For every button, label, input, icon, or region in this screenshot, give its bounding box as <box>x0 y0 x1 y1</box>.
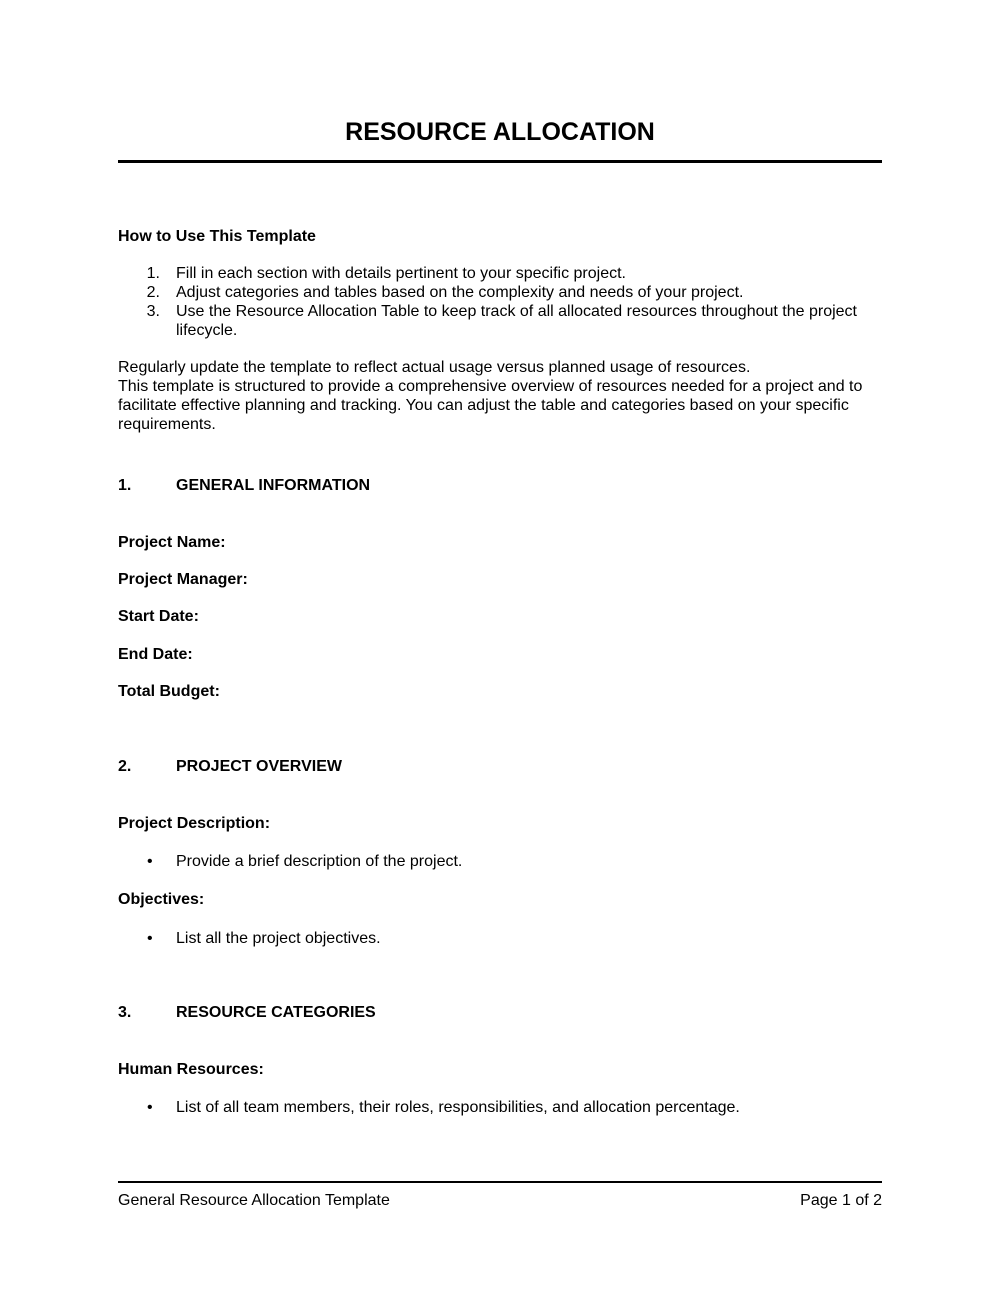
section-heading-general-information <box>0 476 1000 495</box>
start-date-label: Start Date: <box>118 608 199 625</box>
section-heading-project-overview <box>0 757 1000 776</box>
step-number: 3. <box>146 303 160 320</box>
bullet-text: List all the project objectives. <box>176 930 381 947</box>
intro-paragraph: This template is structured to provide a comprehensive overview of resources needed for a project and to facilitate effective planning and tracking. You can adjust the table and categories based on your specific requirements. <box>118 378 863 433</box>
section-title: PROJECT OVERVIEW <box>176 758 342 775</box>
list-item <box>0 1098 1000 1117</box>
step-number: 2. <box>146 284 160 301</box>
project-name-label: Project Name: <box>118 534 226 551</box>
list-item <box>0 852 1000 871</box>
list-item <box>0 264 1000 283</box>
step-text: Use the Resource Allocation Table to keep track of all allocated resources throughout the project lifecycle. <box>176 303 857 339</box>
project-description-label: Project Description: <box>118 815 271 832</box>
step-text: Fill in each section with details pertinent to your specific project. <box>176 265 626 282</box>
footer-document-name: General Resource Allocation Template <box>118 1192 390 1209</box>
section-number: 2. <box>118 758 132 775</box>
bullet-text: Provide a brief description of the project. <box>176 853 463 870</box>
step-text: Adjust categories and tables based on the complexity and needs of your project. <box>176 284 744 301</box>
section-title: RESOURCE CATEGORIES <box>176 1004 376 1021</box>
step-number: 1. <box>146 265 160 282</box>
footer-divider <box>118 1181 882 1183</box>
note-paragraph: Regularly update the template to reflect actual usage versus planned usage of resources. <box>118 359 751 376</box>
end-date-label: End Date: <box>118 646 193 663</box>
page-number: Page 1 of 2 <box>800 1192 882 1209</box>
bullet-text: List of all team members, their roles, responsibilities, and allocation percentage. <box>176 1099 740 1116</box>
section-number: 3. <box>118 1004 132 1021</box>
page-title: RESOURCE ALLOCATION <box>345 118 655 146</box>
section-number: 1. <box>118 477 132 494</box>
list-item <box>0 302 1000 340</box>
list-item <box>0 283 1000 302</box>
bullet-icon: • <box>147 853 153 870</box>
bullet-icon: • <box>147 930 153 947</box>
bullet-icon: • <box>147 1099 153 1116</box>
project-manager-label: Project Manager: <box>118 571 248 588</box>
how-to-heading: How to Use This Template <box>118 228 316 245</box>
human-resources-label: Human Resources: <box>118 1061 264 1078</box>
section-heading-resource-categories <box>0 1003 1000 1022</box>
total-budget-label: Total Budget: <box>118 683 220 700</box>
list-item <box>0 929 1000 948</box>
title-divider <box>118 160 882 163</box>
section-title: GENERAL INFORMATION <box>176 477 371 494</box>
objectives-label: Objectives: <box>118 891 205 908</box>
